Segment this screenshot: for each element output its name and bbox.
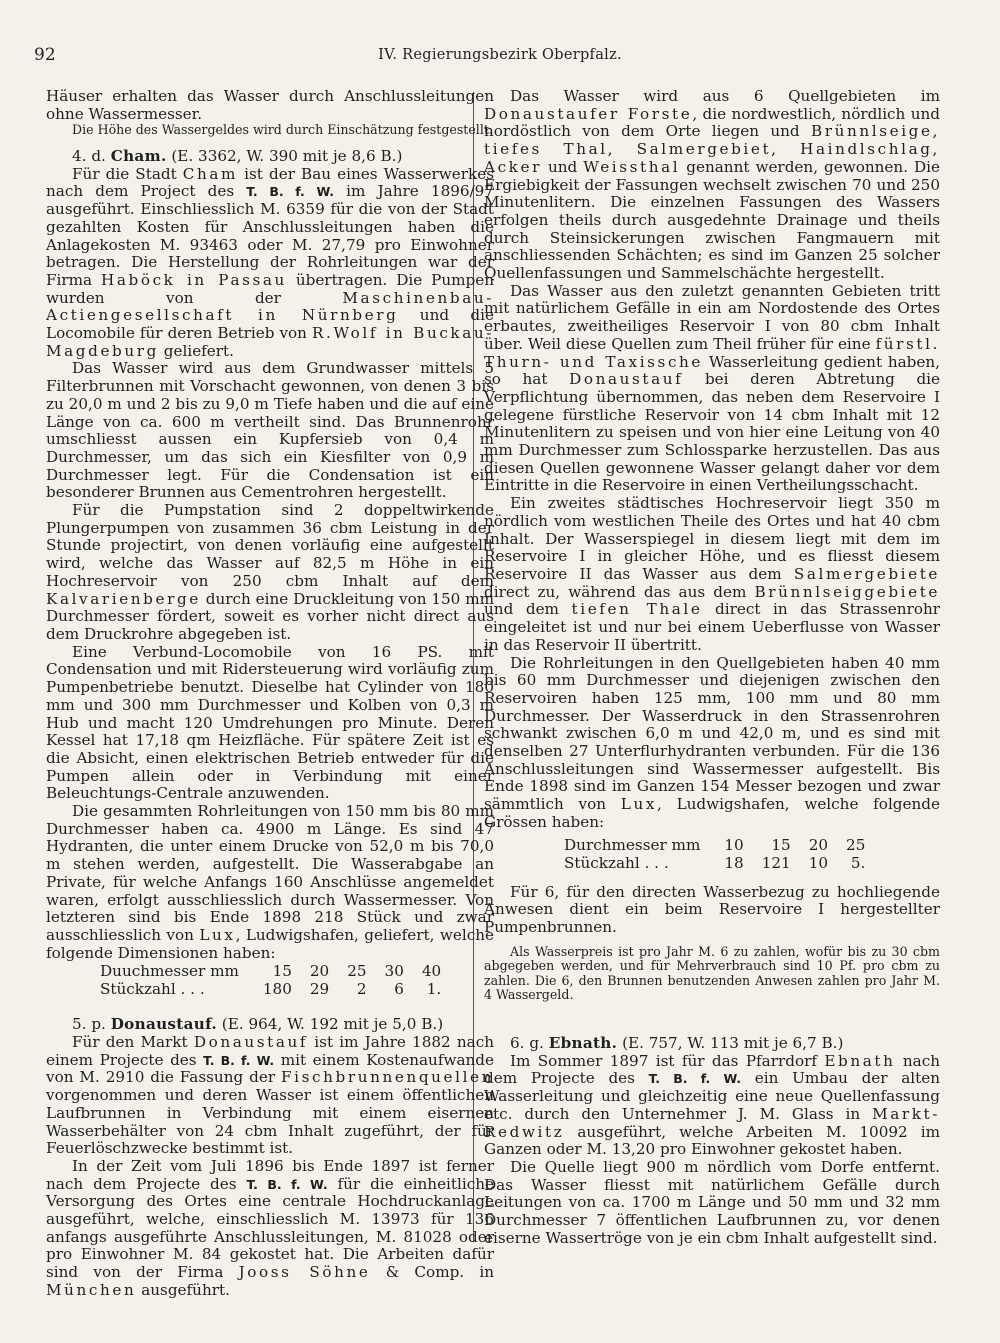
paragraph: Die Rohrleitungen in den Quellgebieten haben 40 mm bis 60 mm Durchmesser und diejenigen zwischen den Reservoiren haben 125 mm, 100 mm und 80 mm Durchmesser. Der Wasserdruck in den Strassenrohren schwankt zwischen 6,0 m und 42,0 m, und es sind mit denselben 27 Unterflurhydranten verbunden. Für die 136 Anschlussleitungen sind Wassermesser aufgestellt. Bis Ende 1898 sind im Ganzen 154 Messer bezogen und zwar sämmtlich von Lux, Ludwigshafen, welche folgende Grössen haben: — [484, 653, 941, 831]
paragraph: Ein zweites städtisches Hochreservoir liegt 350 m nördlich vom westlichen Theile des Ortes und hat 40 cbm Inhalt. Der Wasserspiegel in diesem liegt mit dem im Reservoire I in gleicher Höhe, und es fliesst diesem Reservoire II das Wasser aus dem Salmergebiete direct zu, während das aus dem Brünnlseiggebiete und dem tiefen Thale direct in das Strassenrohr eingeleitet ist und nur bei einem Ueberflusse von Wasser in das Reservoir II übertritt. — [484, 494, 941, 654]
paragraph: Häuser erhalten das Wasser durch Anschlussleitungen ohne Wassermesser. — [46, 87, 494, 123]
section-info: (E. 757, W. 113 mit je 6,7 B.) — [622, 1034, 844, 1053]
paragraph: In der Zeit vom Juli 1896 bis Ende 1897 ist ferner nach dem Projecte des T. B. f. W. für die einheitliche Versorgung des Ortes eine centrale Hochdruckanlage ausgeführt, welche, einschliesslich M. 13973 für 136 anfangs ausgeführte Anschlussleitungen, M. 81028 oder pro Einwohner M. 84 gekostet hat. Die Arbeiten dafür sind von der Firma Jooss Söhne & Comp. in München ausgeführt. — [46, 1156, 495, 1299]
section-number: 5. p. — [72, 1015, 106, 1034]
paragraph: Für die Pumpstation sind 2 doppeltwirkende Plungerpumpen von zusammen 36 cbm Leistung in der Stunde projectirt, von denen vorläufig eine aufgestellt wird, welche das Wasser auf 82,5 m Höhe in ein Hochreservoir von 250 cbm Inhalt auf dem Kalvarienberge durch eine Druckleitung von 150 mm Durchmesser fördert, soweit es vorher nicht direct aus dem Druckrohre abgegeben ist. — [46, 501, 494, 643]
dimension-table — [100, 962, 441, 998]
section-info: (E. 3362, W. 390 mit je 8,6 B.) — [171, 147, 403, 165]
table-row: Stückzahl . . . 18 121 10 5. — [564, 853, 866, 872]
paragraph: Die gesammten Rohrleitungen von 150 mm bis 80 mm Durchmesser haben ca. 4900 m Länge. Es sind 47 Hydranten, die unter einem Drucke von 52,0 m bis 70,0 m stehen werden, aufgestellt. Die Wasserabgabe an Private, für welche Anfangs 160 Anschlüsse angemeldet waren, erfolgt ausschliesslich durch Wassermesser. Von letzteren sind bis Ende 1898 218 Stück und zwar ausschliesslich von Lux, Ludwigshafen, geliefert, welche folgende Dimensionen haben: — [46, 802, 494, 962]
section-heading-cham — [46, 148, 494, 166]
dimension-table — [564, 836, 865, 872]
table-row: Duuchmesser mm 15 20 25 30 40 — [100, 962, 442, 981]
note: Als Wasserpreis ist pro Jahr M. 6 zu zahlen, wofür bis zu 30 cbm abgegeben werden, und für Mehrverbrauch sind 10 Pf. pro cbm zu zahlen. Die 6, den Brunnen benutzenden Anwesen zahlen pro Jahr M. 4 Wassergeld. — [484, 943, 940, 1003]
table-row: Durchmesser mm 10 15 20 25 — [564, 835, 866, 854]
paragraph: Für den Markt Donaustauf ist im Jahre 1882 nach einem Projecte des T. B. f. W. mit einem Kostenaufwande von M. 2910 die Fassung der Fischbrunnenquellen vorgenommen und deren Wasser ist einem öffentlichen Laufbrunnen in Verbindung mit einem eisernen Wasserbehälter von 24 cbm Inhalt zugeführt, der für Feuerlöschzwecke bestimmt ist. — [46, 1033, 494, 1158]
section-heading-ebnath — [484, 1035, 940, 1053]
table-row: Stückzahl . . . 180 29 2 6 1. — [100, 980, 442, 999]
paragraph: Das Wasser aus den zuletzt genannten Gebieten tritt mit natürlichem Gefälle in ein am Nordostende des Ortes erbautes, zweitheiliges Reservoir I von 80 cbm Inhalt über. Weil diese Quellen zum Theil früher für eine fürstl. Thurn- und Taxissche Wasserleitung gedient haben, so hat Donaustauf bei deren Abtretung die Verpflichtung übernommen, das neben dem Reservoire I gelegene fürstliche Reservoir von 14 cbm Inhalt mit 12 Minutenlitern zu speisen und von hier eine Leitung von 40 mm Durchmesser zum Schlossparke herzustellen. Das aus diesen Quellen gewonnene Wasser gelangt daher vor dem Eintritte in die Reservoire in einen Vertheilungsschacht. — [484, 281, 941, 495]
note: Die Höhe des Wassergeldes wird durch Einschätzung festgestellt. — [72, 122, 493, 138]
paragraph: Das Wasser wird aus dem Grundwasser mittels 5 Filterbrunnen mit Vorschacht gewonnen, von denen 3 bis zu 20,0 m und 2 bis zu 9,0 m Tiefe haben und die auf eine Länge von ca. 600 m vertheilt sind. Das Brunnenrohr umschliesst aussen ein Kupfersieb von 0,4 m Durchmesser, um das sich ein Kiesfilter von 0,9 m Durchmesser legt. Für die Condensation ist ein besonderer Brunnen aus Cementrohren hergestellt. — [46, 359, 494, 502]
paragraph: Eine Verbund-Locomobile von 16 PS. mit Condensation und mit Ridersteuerung wird vorläufig zum Pumpenbetriebe benutzt. Dieselbe hat Cylinder von 180 mm und 300 mm Durchmesser und Kolben von 0,3 m Hub und macht 120 Umdrehungen pro Minute. Deren Kessel hat 17,18 qm Heizfläche. Für spätere Zeit ist es die Absicht, einen elektrischen Betrieb entweder für die Pumpen allein oder in Verbindung mit einer Beleuchtungs-Centrale anzuwenden. — [46, 642, 494, 803]
section-heading-donaustauf — [46, 1016, 494, 1034]
section-name: Donaustauf. — [110, 1015, 217, 1034]
paragraph: Im Sommer 1897 ist für das Pfarrdorf Ebnath nach dem Projecte des T. B. f. W. ein Umbau der alten Wasserleitung und gleichzeitig eine neue Quellenfassung etc. durch den Unternehmer J. M. Glass in Markt-Redwitz ausgeführt, welche Arbeiten M. 10092 im Ganzen oder M. 13,20 pro Einwohner gekostet haben. — [484, 1051, 941, 1159]
left-column — [46, 88, 494, 1300]
paragraph: Für 6, für den directen Wasserbezug zu hochliegende Anwesen dient ein beim Reservoire I hergestellter Pumpenbrunnen. — [484, 882, 940, 936]
page-number: 92 — [34, 45, 56, 65]
section-number: 6. g. — [510, 1034, 544, 1053]
running-title: IV. Regierungsbezirk Oberpfalz. — [378, 47, 622, 63]
paragraph: Das Wasser wird aus 6 Quellgebieten im Donaustaufer Forste, die nordwestlich, nördlich und nordöstlich von dem Orte liegen und Brünnlseige, tiefes Thal, Salmergebiet, Haindlschlag, Acker und Weissthal genannt werden, gewonnen. Die Ergiebigkeit der Fassungen wechselt zwischen 70 und 250 Minutenlitern. Die einzelnen Fassungen des Wassers erfolgen theils durch ausgedehnte Drainage und theils durch Steinsickerungen zwischen Fangmauern mit anschliessenden Schächten; es sind im Ganzen 25 solcher Quellenfassungen und Sammelschächte hergestellt. — [484, 87, 941, 283]
paragraph: Für die Stadt Cham ist der Bau eines Wasserwerkes nach dem Project des T. B. f. W. im Jahre 1896/97 ausgeführt. Einschliesslich M. 6359 für die von der Stadt gezahlten Kosten für Anschlussleitungen haben die Anlagekosten M. 93463 oder M. 27,79 pro Einwohner betragen. Die Herstellung der Rohrleitungen war der Firma Haböck in Passau übertragen. Die Pumpen wurden von der Maschinenbau-Actiengesellschaft in Nürnberg und die Locomobile für deren Betrieb von R.Wolf in Buckau-Magdeburg geliefert. — [46, 164, 495, 360]
section-name: Ebnath. — [548, 1034, 618, 1053]
section-name: Cham. — [110, 147, 167, 165]
section-number: 4. d. — [72, 147, 106, 165]
paragraph: Die Quelle liegt 900 m nördlich vom Dorfe entfernt. Das Wasser fliesst mit natürlichem Gefälle durch Leitungen von ca. 1700 m Länge und 50 mm und 32 mm Durchmesser 7 öffentlichen Laufbrunnen zu, vor denen eiserne Wassertröge von je ein cbm Inhalt aufgestellt sind. — [484, 1157, 940, 1247]
right-column — [484, 88, 940, 1247]
section-info: (E. 964, W. 192 mit je 5,0 B.) — [221, 1015, 444, 1034]
